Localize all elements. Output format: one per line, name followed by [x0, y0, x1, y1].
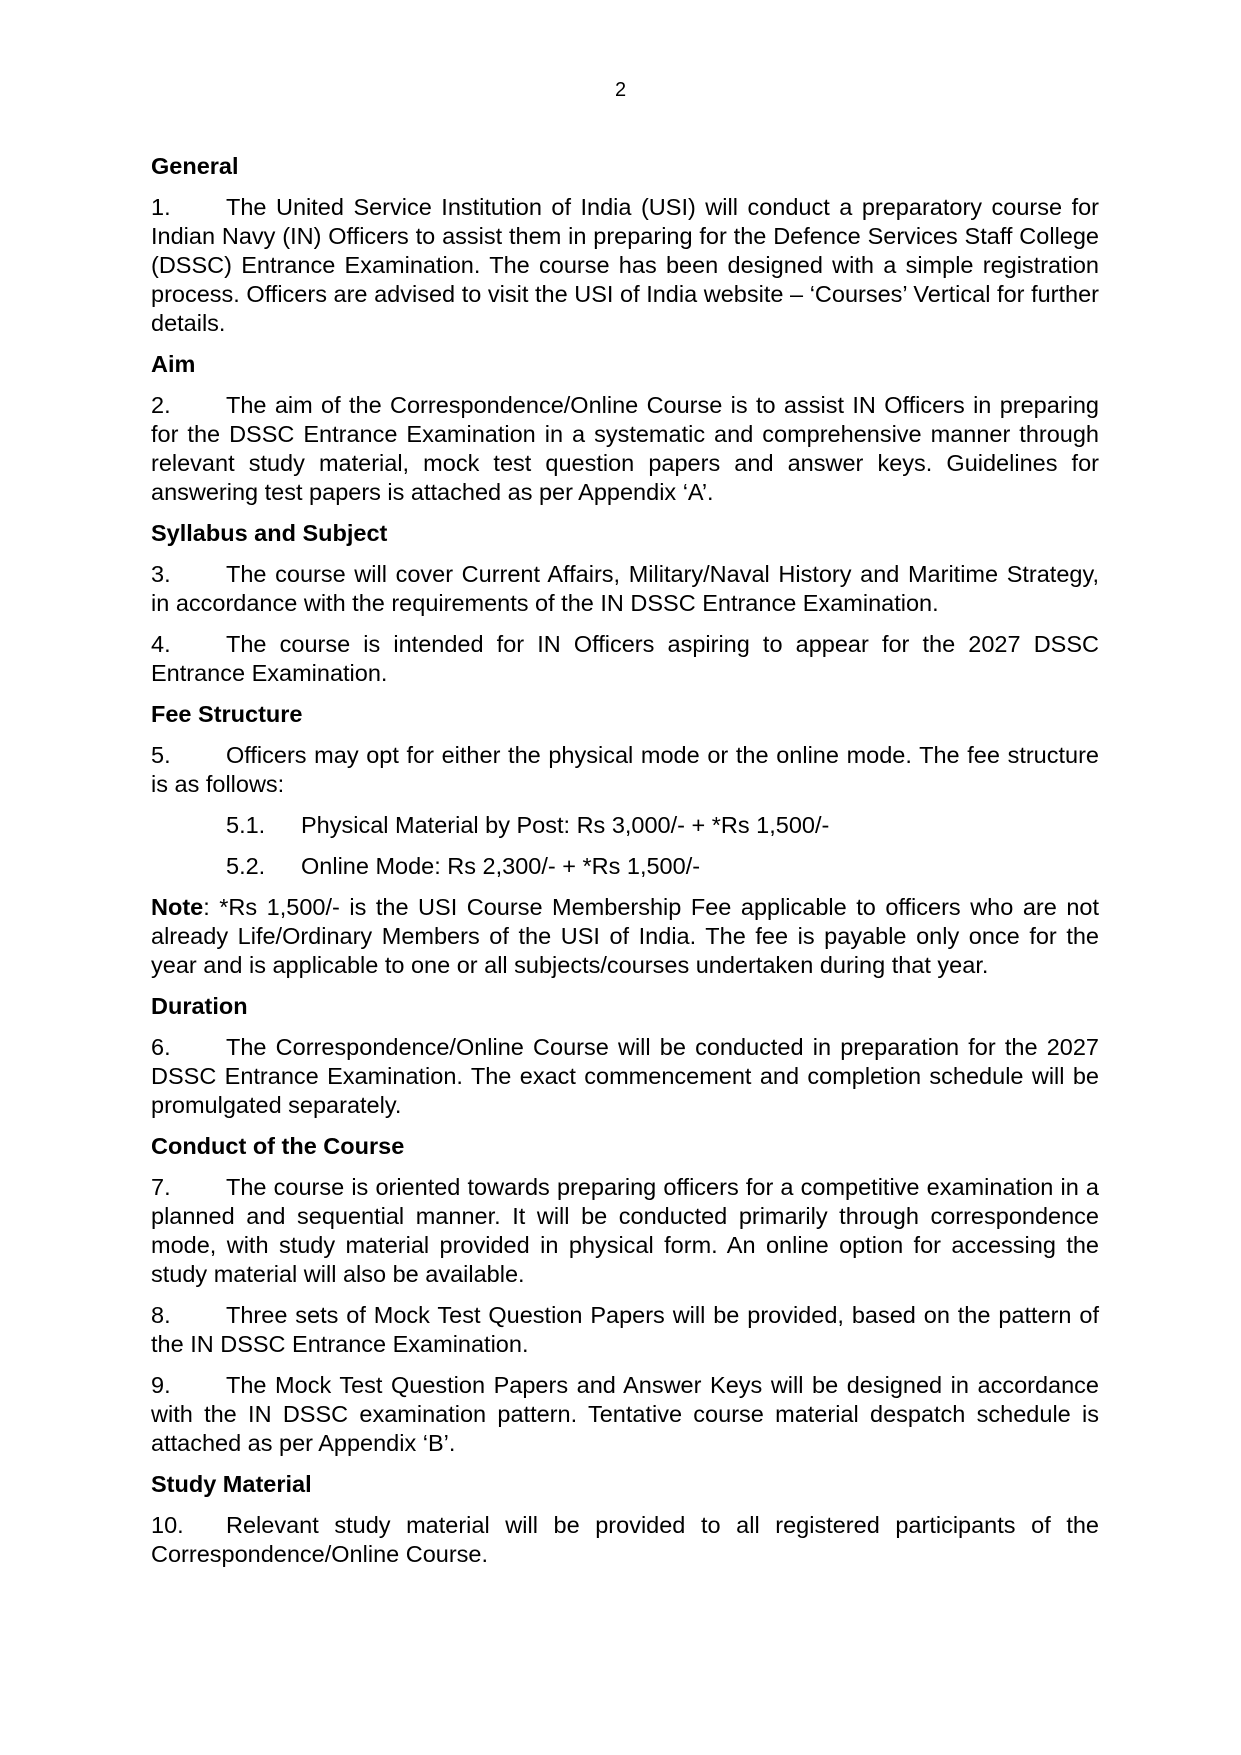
page-number: 2 — [614, 79, 627, 101]
sub-paragraph-text: Physical Material by Post: Rs 3,000/- + *Rs 1,500/- — [301, 812, 830, 838]
paragraph-number: 4. — [151, 631, 171, 657]
section-heading-fee: Fee Structure — [151, 701, 303, 727]
note-text: : *Rs 1,500/- is the USI Course Membership Fee applicable to officers who are not already Life/Ordinary Members of the USI of India. The fee is payable only once for the year and is applicable to one or all subjects/courses undertaken during that year. — [151, 894, 1099, 978]
paragraph-text: The course will cover Current Affairs, Military/Naval History and Maritime Strategy, in accordance with the requirements of the IN DSSC Entrance Examination. — [151, 561, 1099, 616]
paragraph-6 — [151, 1033, 1099, 1120]
fee-note — [151, 893, 1099, 980]
paragraph-10 — [151, 1511, 1099, 1569]
paragraph-number: 2. — [151, 392, 171, 418]
paragraph-number: 9. — [151, 1372, 171, 1398]
paragraph-text: The United Service Institution of India (USI) will conduct a preparatory course for Indian Navy (IN) Officers to assist them in preparing for the Defence Services Staff College (DSSC) Entrance Examination. The course has been designed with a simple registration process. Officers are advised to visit the USI of India website – ‘Courses’ Vertical for further details. — [151, 194, 1099, 336]
paragraph-text: The Mock Test Question Papers and Answer Keys will be designed in accordance with the IN DSSC examination pattern. Tentative course material despatch schedule is attached as per Appendix ‘B’. — [151, 1372, 1099, 1456]
paragraph-2 — [151, 391, 1099, 507]
sub-paragraph-number: 5.2. — [226, 853, 266, 879]
paragraph-3 — [151, 560, 1099, 618]
paragraph-7 — [151, 1173, 1099, 1289]
document-body — [151, 152, 1099, 1581]
sub-paragraph-number: 5.1. — [226, 812, 266, 838]
paragraph-9 — [151, 1371, 1099, 1458]
paragraph-8 — [151, 1301, 1099, 1359]
paragraph-text: The aim of the Correspondence/Online Course is to assist IN Officers in preparing for the DSSC Entrance Examination in a systematic and comprehensive manner through relevant study material, mock test question papers and answer keys. Guidelines for answering test papers is attached as per Appendix ‘A’. — [151, 392, 1099, 505]
fee-item-physical — [151, 811, 1099, 840]
paragraph-4 — [151, 630, 1099, 688]
paragraph-number: 1. — [151, 194, 171, 220]
paragraph-5 — [151, 741, 1099, 799]
sub-paragraph-text: Online Mode: Rs 2,300/- + *Rs 1,500/- — [301, 853, 701, 879]
paragraph-text: Officers may opt for either the physical mode or the online mode. The fee structure is as follows: — [151, 742, 1099, 797]
paragraph-text: The Correspondence/Online Course will be conducted in preparation for the 2027 DSSC Entrance Examination. The exact commencement and completion schedule will be promulgated separately. — [151, 1034, 1099, 1118]
paragraph-1 — [151, 193, 1099, 338]
paragraph-number: 7. — [151, 1174, 171, 1200]
paragraph-text: The course is intended for IN Officers aspiring to appear for the 2027 DSSC Entrance Examination. — [151, 631, 1099, 686]
section-heading-conduct: Conduct of the Course — [151, 1133, 405, 1159]
paragraph-number: 8. — [151, 1302, 171, 1328]
paragraph-text: Relevant study material will be provided to all registered participants of the Correspondence/Online Course. — [151, 1512, 1099, 1567]
section-heading-general: General — [151, 153, 239, 179]
paragraph-number: 3. — [151, 561, 171, 587]
section-heading-syllabus: Syllabus and Subject — [151, 520, 388, 546]
fee-item-online — [151, 852, 1099, 881]
paragraph-text: The course is oriented towards preparing officers for a competitive examination in a planned and sequential manner. It will be conducted primarily through correspondence mode, with study material provided in physical form. An online option for accessing the study material will also be available. — [151, 1174, 1099, 1287]
paragraph-text: Three sets of Mock Test Question Papers will be provided, based on the pattern of the IN DSSC Entrance Examination. — [151, 1302, 1099, 1357]
paragraph-number: 10. — [151, 1512, 184, 1538]
section-heading-duration: Duration — [151, 993, 248, 1019]
paragraph-number: 6. — [151, 1034, 171, 1060]
paragraph-number: 5. — [151, 742, 171, 768]
section-heading-aim: Aim — [151, 351, 196, 377]
note-label: Note — [151, 894, 204, 920]
section-heading-study-material: Study Material — [151, 1471, 312, 1497]
